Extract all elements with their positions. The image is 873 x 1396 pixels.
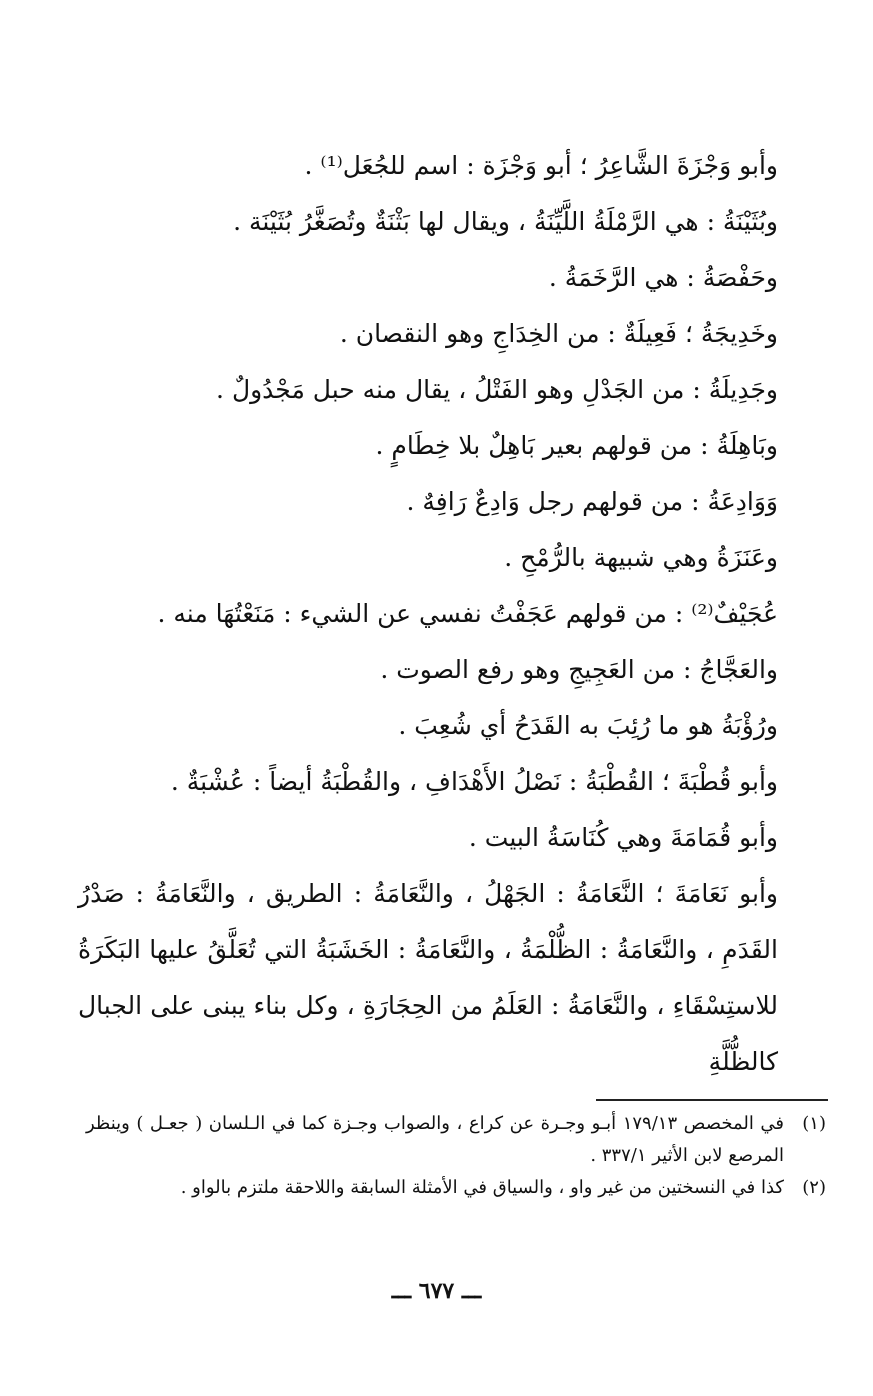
footnotes xyxy=(86,1108,826,1204)
text-line: وأبو وَجْزَةَ الشَّاعِرُ ؛ أبو وَجْزَة : اسم للجُعَل⁽¹⁾ . xyxy=(304,151,778,180)
text-line: وجَدِيلَةُ : من الجَدْلِ وهو الفَتْلُ ، يقال منه حبل مَجْدُولٌ . xyxy=(216,375,778,404)
text-line: وأبو نَعَامَةَ ؛ النَّعَامَةُ : الجَهْلُ ، والنَّعَامَةُ : الطريق ، والنَّعَامَةُ : صَدْرُ xyxy=(78,879,778,908)
text-line: وأبو قُطْبَةَ ؛ القُطْبَةُ : نَصْلُ الأَهْدَافِ ، والقُطْبَةُ أيضاً : عُشْبَةٌ . xyxy=(170,767,778,796)
text-line: وحَفْصَةُ : هي الرَّخَمَةُ . xyxy=(548,263,778,292)
footnote-number: (٢) xyxy=(802,1177,826,1198)
footnote-body xyxy=(86,1108,784,1172)
text-line: ورُؤْبَةُ هو ما رُئِبَ به القَدَحُ أي شُعِبَ . xyxy=(398,711,778,740)
footnote xyxy=(86,1172,826,1204)
page-number: ـــ ٦٧٧ ـــ xyxy=(391,1278,482,1304)
text-line: وخَدِيجَةُ ؛ فَعِيلَةٌ : من الخِدَاجِ وهو النقصان . xyxy=(339,319,778,348)
footnote-line: المرصع لابن الأثير ٣٣٧/١ . xyxy=(590,1145,784,1166)
text-line: والعَجَّاجُ : من العَجِيجِ وهو رفع الصوت . xyxy=(380,655,778,684)
text-line: القَدَمِ ، والنَّعَامَةُ : الظُّلْمَةُ ، والنَّعَامَةُ : الخَشَبَةُ التي تُعَلَّقُ عليها البَكَرَةُ xyxy=(78,935,778,964)
text-line: للاستِسْقَاءِ ، والنَّعَامَةُ : العَلَمُ من الحِجَارَةِ ، وكل بناء يبنى على الجبال كالظُّلَّةِ xyxy=(78,991,778,1076)
footnote-line: كذا في النسختين من غير واو ، والسياق في الأمثلة السابقة واللاحقة ملتزم بالواو . xyxy=(180,1177,784,1198)
footnote-line: في المخصص ١٧٩/١٣ أبـو وجـرة عن كراع ، والصواب وجـزة كما في الـلسان ( جعـل ) وينظر xyxy=(86,1113,784,1134)
footnote-divider xyxy=(596,1099,828,1101)
footnote-number: (١) xyxy=(802,1113,826,1134)
text-line: وعَنَزَةُ وهي شبيهة بالرُّمْحِ . xyxy=(504,543,778,572)
text-line: عُجَيْفٌ⁽²⁾ : من قولهم عَجَفْتُ نفسي عن الشيء : مَنَعْتُهَا منه . xyxy=(157,599,778,628)
text-line: وبُثَيْنَةُ : هي الرَّمْلَةُ اللَّيِّنَةُ ، ويقال لها بَثْنَةٌ وتُصَغَّرُ بُثَيْنَة . xyxy=(233,207,778,236)
footnote-body xyxy=(86,1172,784,1204)
text-line: وبَاهِلَةُ : من قولهم بعير بَاهِلٌ بلا خِطَامٍ . xyxy=(375,431,778,460)
text-line: وَوَادِعَةُ : من قولهم رجل وَادِعٌ رَافِهٌ . xyxy=(406,487,778,516)
footnote xyxy=(86,1108,826,1172)
main-text xyxy=(78,138,778,1076)
text-line: وأبو قُمَامَةَ وهي كُنَاسَةُ البيت . xyxy=(468,823,778,852)
